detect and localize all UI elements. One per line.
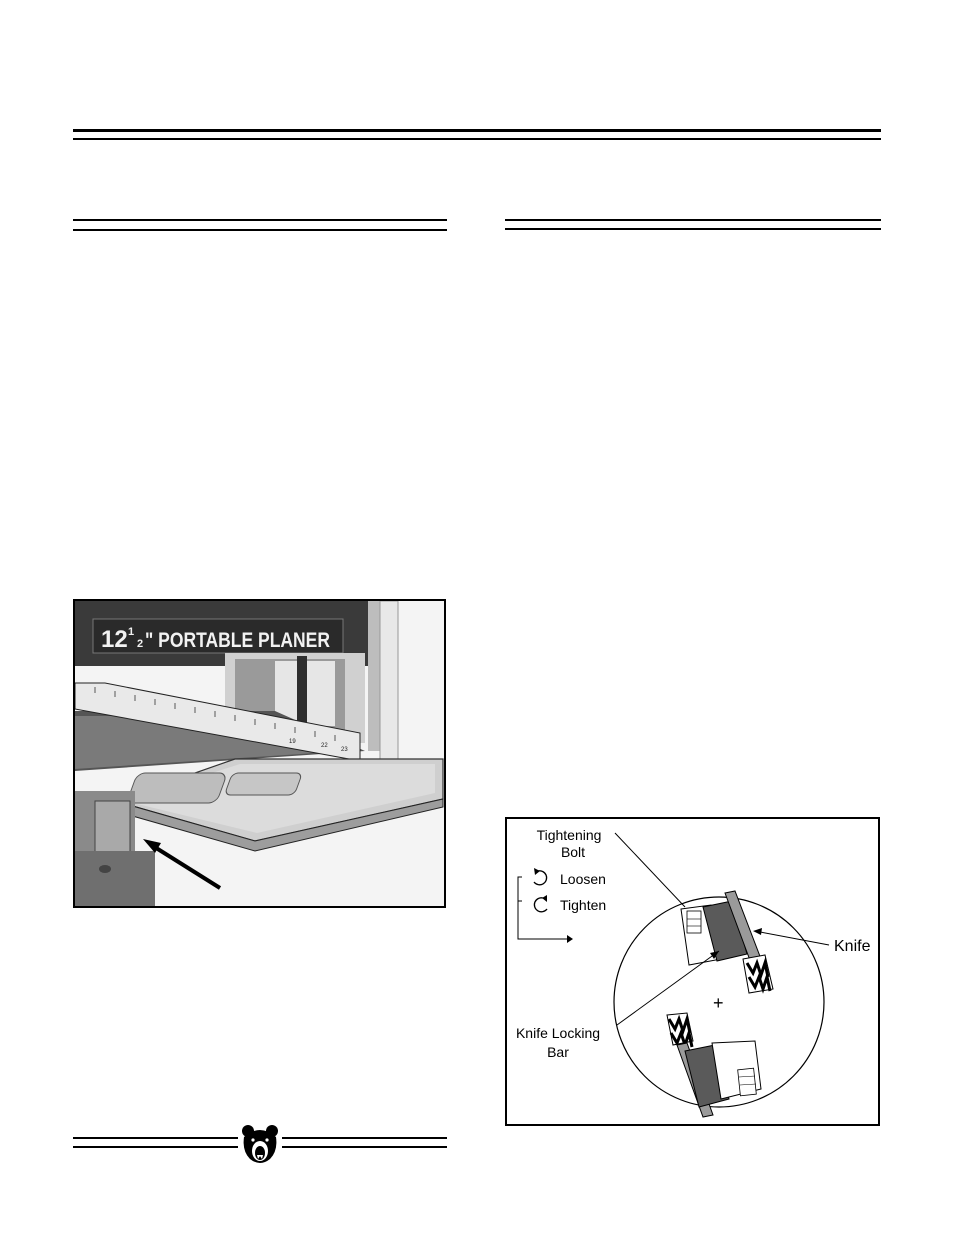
machine-label-rest: " PORTABLE PLANER bbox=[145, 629, 330, 652]
footer-rule-bottom bbox=[73, 1146, 238, 1148]
rotation-legend bbox=[518, 868, 606, 943]
right-section-rule-top bbox=[505, 219, 881, 221]
left-section-rule-bottom bbox=[73, 229, 447, 231]
bear-head-icon bbox=[240, 1123, 280, 1167]
footer-rule-top bbox=[73, 1137, 238, 1139]
loosen-icon bbox=[534, 868, 547, 885]
loosen-label: Loosen bbox=[560, 871, 606, 887]
tighten-label: Tighten bbox=[560, 897, 607, 913]
header-rule-bottom bbox=[73, 138, 881, 140]
locking-bar-label-line2: Bar bbox=[547, 1044, 569, 1060]
ruler-number-19: 19 bbox=[289, 739, 296, 745]
ruler-number-22: 22 bbox=[321, 743, 328, 749]
planer-photo bbox=[75, 601, 444, 906]
knife-label: Knife bbox=[834, 938, 871, 955]
locking-bar-label-line1: Knife Locking bbox=[515, 1025, 601, 1041]
header-rule-top bbox=[73, 129, 881, 132]
left-section-rule-top bbox=[73, 219, 447, 221]
tightening-bolt-label-line1: Tightening bbox=[536, 827, 602, 843]
footer-rule-bottom-right bbox=[282, 1146, 447, 1148]
right-section-rule-bottom bbox=[505, 228, 881, 230]
center-mark: + bbox=[713, 993, 724, 1013]
tighten-icon bbox=[534, 895, 547, 912]
knife-diagram-figure bbox=[505, 817, 880, 1126]
bear-head-logo bbox=[240, 1123, 280, 1167]
machine-label-main: 12 bbox=[101, 626, 128, 653]
machine-label-den: 2 bbox=[137, 638, 144, 650]
ruler-number-23: 23 bbox=[341, 747, 348, 753]
tightening-bolt-label-line2: Bolt bbox=[560, 844, 586, 860]
machine-label-num: 1 bbox=[128, 626, 135, 638]
planer-photo-figure bbox=[73, 599, 446, 908]
lower-knife-assembly bbox=[667, 1013, 761, 1117]
upper-knife-assembly bbox=[681, 891, 773, 993]
knife-diagram bbox=[507, 819, 878, 1124]
footer-rule-top-right bbox=[282, 1137, 447, 1139]
